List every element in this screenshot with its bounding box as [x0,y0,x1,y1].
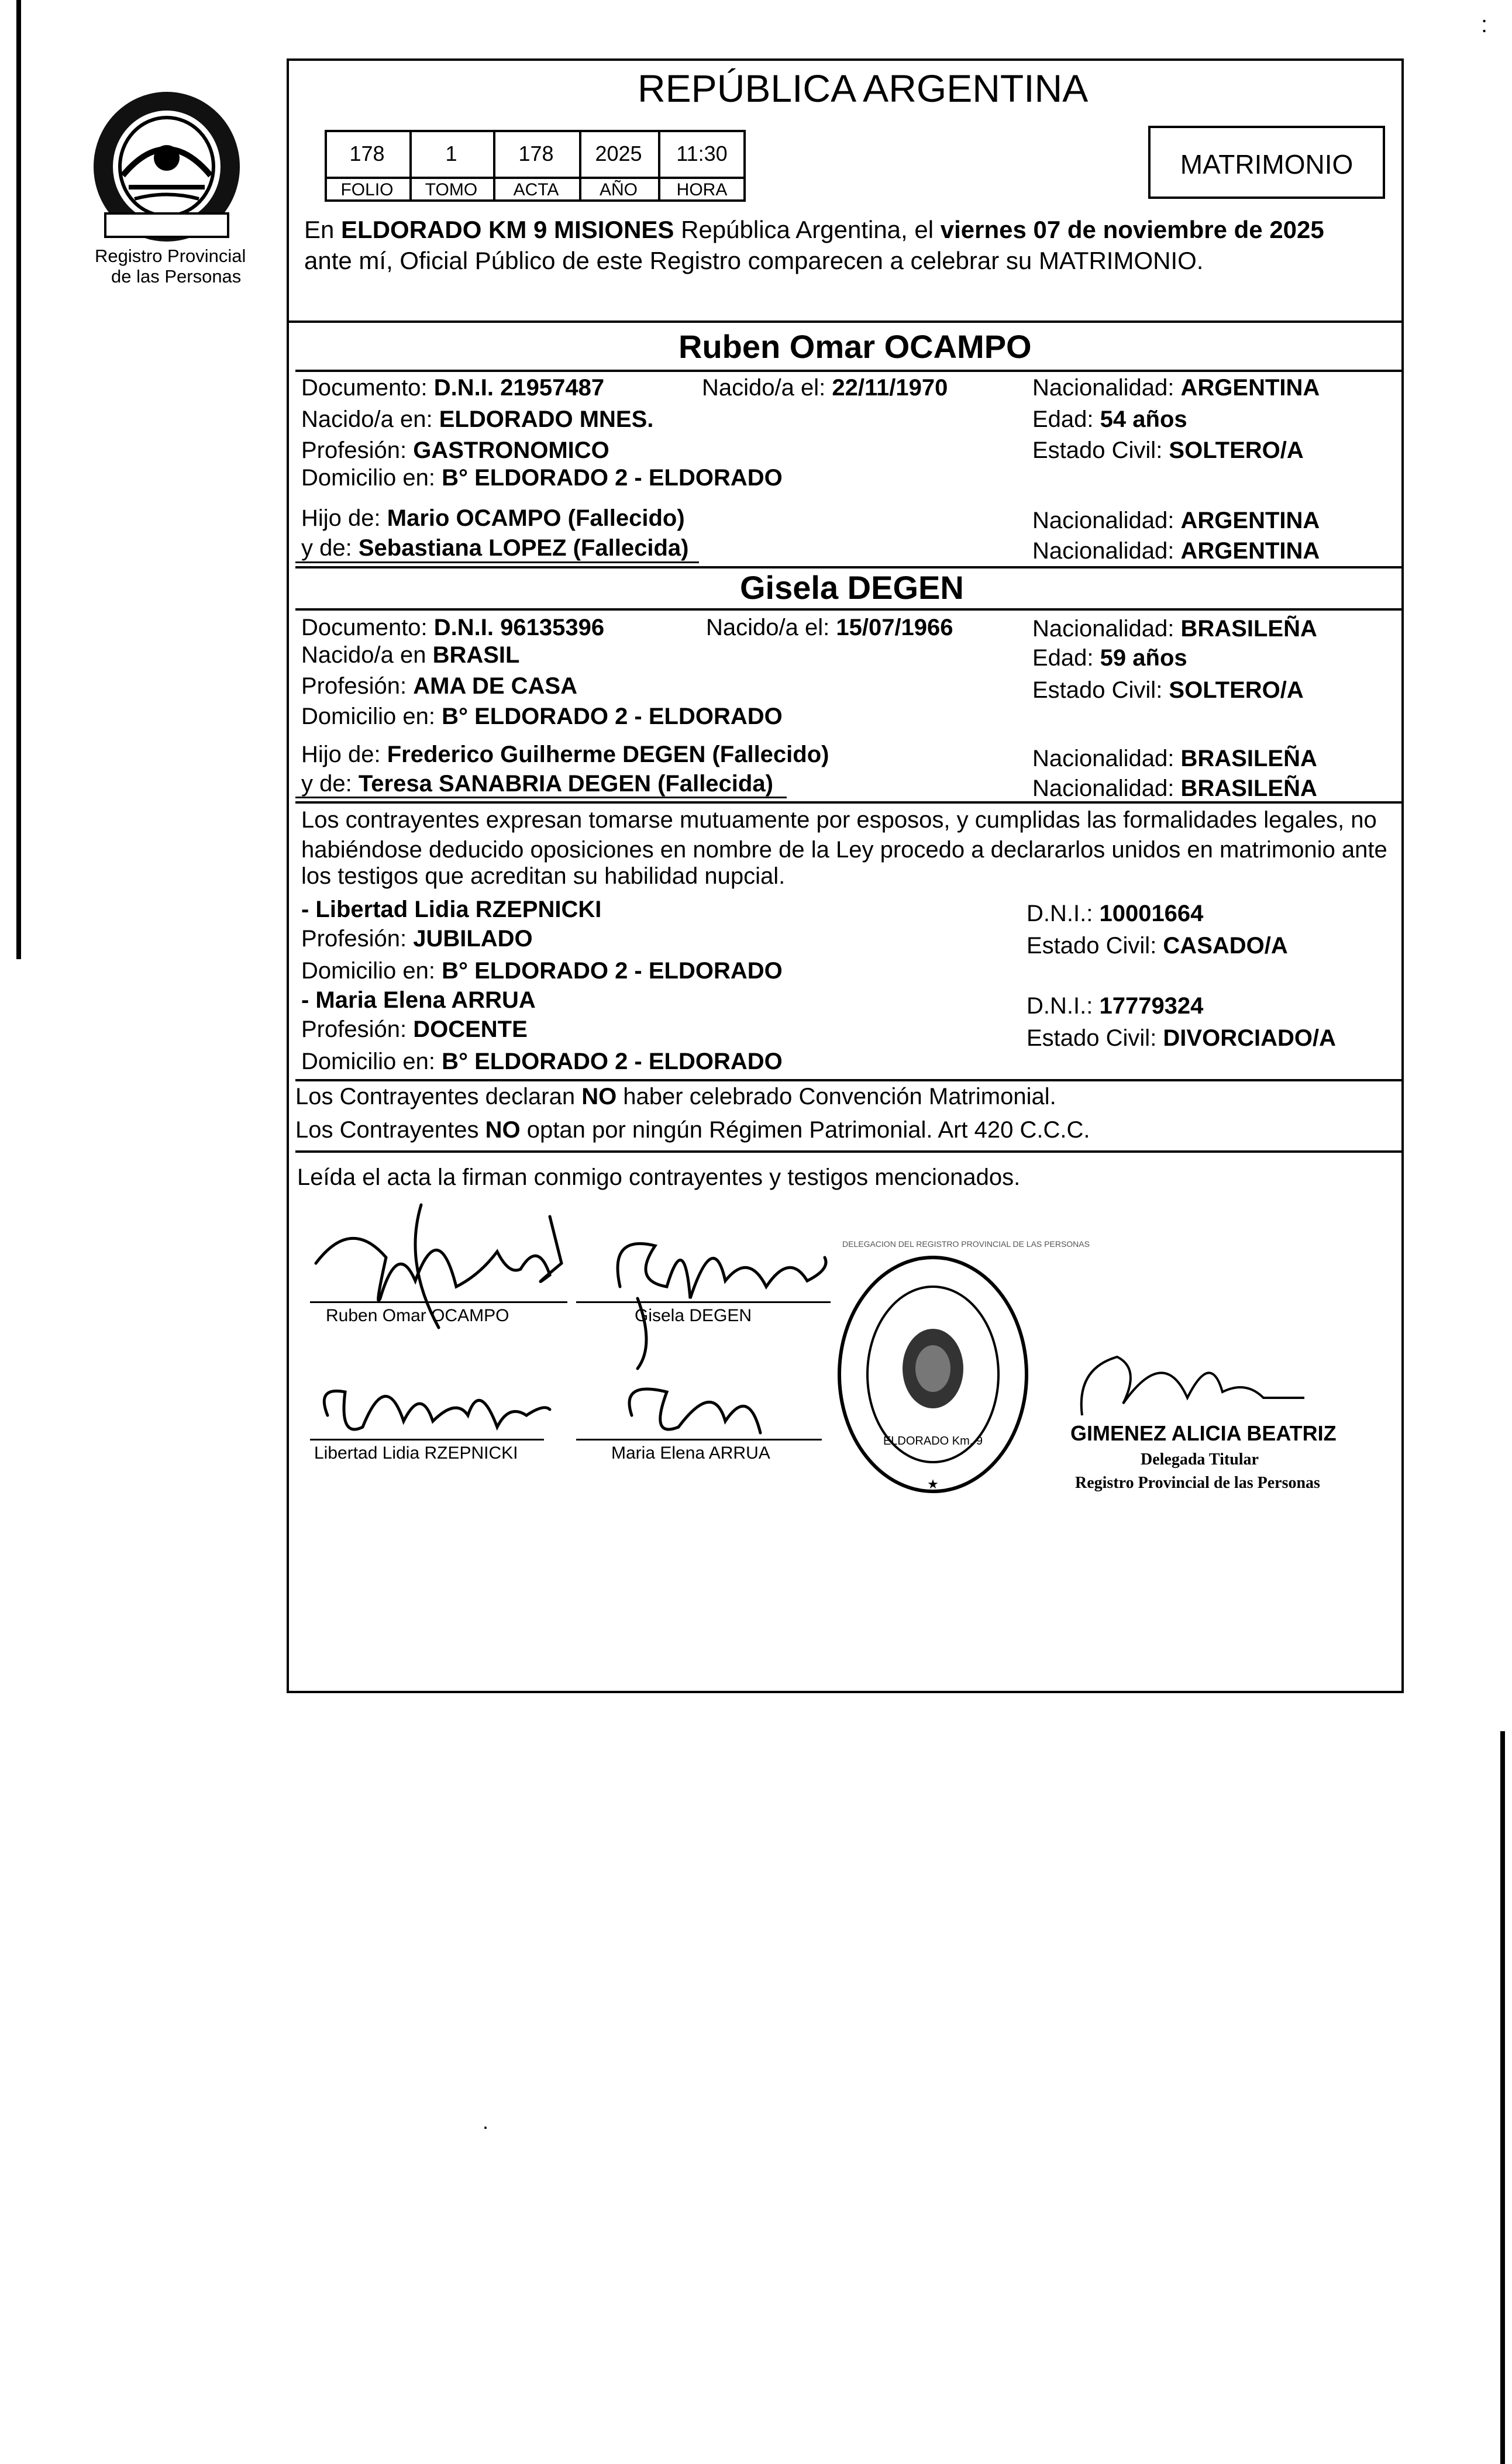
party2-father-nationality: Nacionalidad: BRASILEÑA [1032,746,1317,771]
fields-divider [325,177,746,179]
party2-age: Edad: 59 años [1032,645,1187,671]
party1-name: Ruben Omar OCAMPO [678,328,1032,365]
party1-mother-nationality: Nacionalidad: ARGENTINA [1032,538,1320,564]
right-margin-bar [1500,1731,1505,2464]
party1-end-divider [295,566,1404,568]
signature-3-name: Libertad Lidia RZEPNICKI [314,1443,518,1463]
party2-end-divider [295,801,1404,804]
signature-line-4 [576,1439,822,1441]
party2-mother: y de: Teresa SANABRIA DEGEN (Fallecida) [301,771,773,797]
party2-name-divider [295,608,1404,611]
official-signature-scribble [1070,1333,1363,1433]
page-title: REPÚBLICA ARGENTINA [638,67,1089,110]
party2-birth-place: Nacido/a en BRASIL [301,642,520,668]
intro-text-a: En [304,216,342,243]
folio-value: 178 [349,142,385,166]
party2-father: Hijo de: Frederico Guilherme DEGEN (Fallecido) [301,742,829,767]
party1-age: Edad: 54 años [1032,406,1187,432]
seal-inner-text: ELDORADO Km. 9 [883,1435,983,1448]
seal-ring-text: DELEGACION DEL REGISTRO PROVINCIAL DE LAS PERSONAS [842,1239,1090,1249]
closing-text: Leída el acta la firman conmigo contrayentes y testigos mencionados. [297,1164,1021,1190]
party1-birth-date: Nacido/a el: 22/11/1970 [702,375,948,401]
party1-civil-status: Estado Civil: SOLTERO/A [1032,437,1304,463]
official-title: Delegada Titular [1141,1450,1259,1469]
intro-text-b: República Argentina, el [674,216,941,243]
signature-4-scribble [629,1389,760,1433]
official-office: Registro Provincial de las Personas [1075,1474,1320,1492]
party2-birth-date: Nacido/a el: 15/07/1966 [706,615,953,640]
convention-end-divider [295,1150,1404,1153]
party1-birth-place: Nacido/a en: ELDORADO MNES. [301,406,654,432]
party1-document: Documento: D.N.I. 21957487 [301,375,605,401]
signature-4-name: Maria Elena ARRUA [611,1443,770,1463]
party2-name: Gisela DEGEN [740,569,964,606]
party2-address: Domicilio en: B° ELDORADO 2 - ELDORADO [301,704,783,729]
anio-value: 2025 [595,142,642,166]
folio-label: FOLIO [340,180,394,199]
party1-name-divider [295,370,1404,372]
party2-profession: Profesión: AMA DE CASA [301,673,577,699]
party2-mother-nationality: Nacionalidad: BRASILEÑA [1032,776,1317,801]
declaration-line2: habiéndose deducido oposiciones en nombre de la Ley procedo a declararlos unidos en matrimonio ante [301,837,1387,863]
side-mark: : [1481,12,1488,37]
witness2-civil-status: Estado Civil: DIVORCIADO/A [1027,1025,1336,1051]
signature-1-name: Ruben Omar OCAMPO [326,1306,509,1325]
declaration-line1: Los contrayentes expresan tomarse mutuamente por esposos, y cumplidas las formalidades legales, no [301,807,1377,833]
witness1-dni: D.N.I.: 10001664 [1027,901,1204,926]
province-logo [88,88,246,246]
tomo-label: TOMO [425,180,478,199]
intro-date: viernes 07 de noviembre de 2025 [940,216,1324,243]
witness1-address: Domicilio en: B° ELDORADO 2 - ELDORADO [301,958,783,984]
tomo-value: 1 [445,142,457,166]
official-name: GIMENEZ ALICIA BEATRIZ [1070,1421,1337,1445]
acta-value: 178 [518,142,554,166]
anio-label: AÑO [599,180,638,199]
intro-line2: ante mí, Oficial Público de este Registro comparecen a celebrar su MATRIMONIO. [304,247,1204,274]
logo-caption-line1: Registro Provincial [95,246,246,266]
signature-line-1 [310,1301,567,1303]
intro-divider [287,321,1404,323]
witness2-profession: Profesión: DOCENTE [301,1016,528,1042]
party1-mother-underline [295,561,699,563]
party1-father-nationality: Nacionalidad: ARGENTINA [1032,508,1320,533]
acta-label: ACTA [513,180,559,199]
signature-3-scribble [324,1391,550,1429]
record-type: MATRIMONIO [1180,149,1353,180]
signature-1-scribble [316,1217,562,1301]
party2-document: Documento: D.N.I. 96135396 [301,615,605,640]
signature-2-scribble [618,1243,826,1298]
party1-nationality: Nacionalidad: ARGENTINA [1032,375,1320,401]
intro-line1 [304,218,1324,242]
party1-father: Hijo de: Mario OCAMPO (Fallecido) [301,505,685,531]
party2-mother-underline [295,797,787,798]
intro-place: ELDORADO KM 9 MISIONES [341,216,674,243]
witness2-name: - Maria Elena ARRUA [301,987,536,1013]
margin-bar [16,0,21,959]
footer-mark: . [483,2110,489,2134]
convention-line1: Los Contrayentes declaran NO haber celebrado Convención Matrimonial. [295,1084,1056,1109]
logo-caption-line2: de las Personas [111,266,242,287]
hora-label: HORA [676,180,728,199]
witness1-name: - Libertad Lidia RZEPNICKI [301,897,602,922]
party1-mother: y de: Sebastiana LOPEZ (Fallecida) [301,535,689,561]
signature-line-3 [310,1439,544,1441]
hora-value: 11:30 [676,142,728,166]
party1-profession: Profesión: GASTRONOMICO [301,437,609,463]
signature-line-2 [576,1301,831,1303]
party1-address: Domicilio en: B° ELDORADO 2 - ELDORADO [301,465,783,491]
witness1-profession: Profesión: JUBILADO [301,926,533,952]
witness-end-divider [295,1079,1404,1081]
party2-civil-status: Estado Civil: SOLTERO/A [1032,677,1304,703]
registry-seal [834,1252,1032,1497]
party2-nationality: Nacionalidad: BRASILEÑA [1032,616,1317,642]
witness2-address: Domicilio en: B° ELDORADO 2 - ELDORADO [301,1049,783,1074]
declaration-line3: los testigos que acreditan su habilidad nupcial. [301,863,786,889]
convention-line2: Los Contrayentes NO optan por ningún Régimen Patrimonial. Art 420 C.C.C. [295,1117,1090,1143]
signature-2-name: Gisela DEGEN [635,1306,752,1325]
svg-text:★: ★ [927,1477,939,1491]
witness1-civil-status: Estado Civil: CASADO/A [1027,933,1288,959]
witness2-dni: D.N.I.: 17779324 [1027,993,1204,1019]
